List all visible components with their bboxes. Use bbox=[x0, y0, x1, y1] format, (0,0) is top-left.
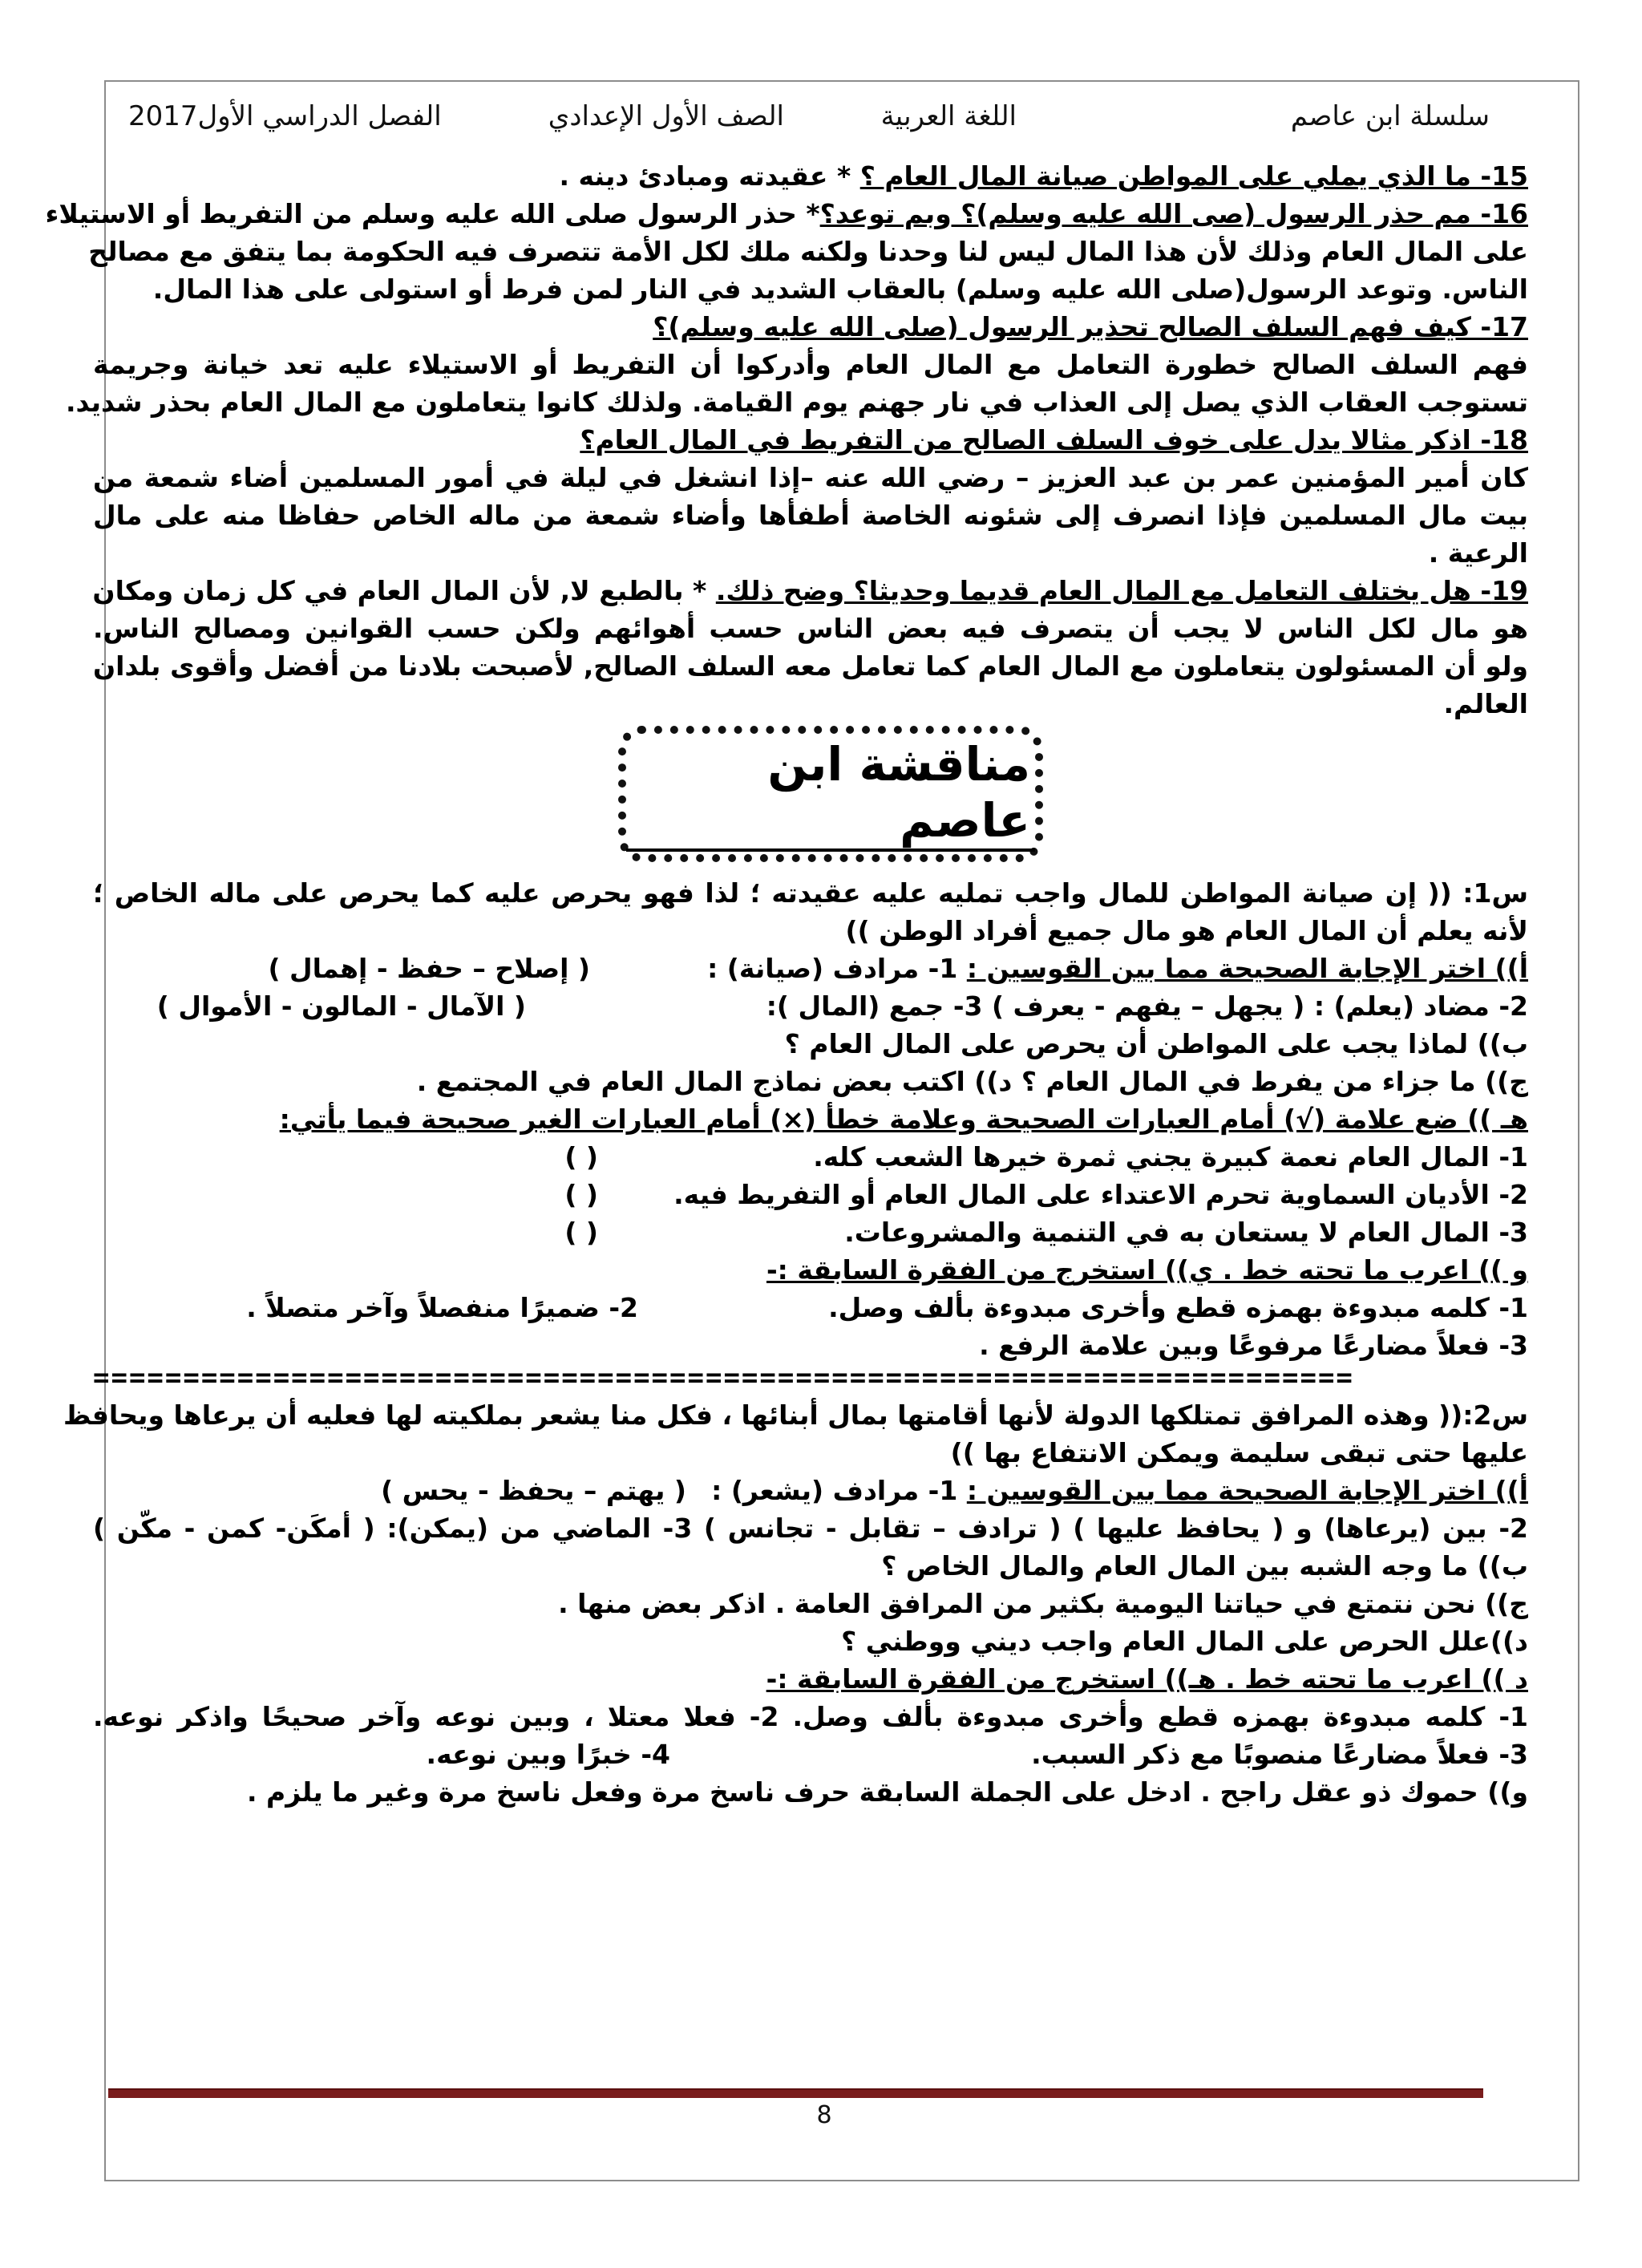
header-grade: الصف الأول الإعدادي bbox=[548, 100, 784, 132]
q19-line-2: هو مال لكل الناس لا يجب أن يتصرف فيه بعض الناس حسب أهوائهم ولكن حسب القوانين ومصالح الناس. bbox=[93, 613, 1528, 644]
s2-a1-choices: ( يهتم – يحفظ - يحس ) bbox=[381, 1475, 686, 1506]
page-header bbox=[128, 100, 1490, 140]
q17-question: 17- كيف فهم السلف الصالح تحذير الرسول (صلى الله عليه وسلم)؟ bbox=[653, 311, 1528, 342]
answer-parentheses[interactable]: ( ) bbox=[564, 1179, 598, 1210]
s1-h3-line bbox=[93, 1213, 1528, 1251]
s1-c: ج)) ما جزاء من يفرط في المال العام ؟ د)) اكتب بعض نماذج المال العام في المجتمع . bbox=[416, 1066, 1528, 1097]
q16-line-2: على المال العام وذلك لأن هذا المال ليس لنا وحدنا ولكنه ملك لكل الأمة تتصرف فيه الحكومة بما يتفق مع مصالح bbox=[88, 236, 1528, 267]
discussion-title: مناقشة ابن عاصم bbox=[626, 736, 1035, 852]
s2-x3: 3- فعلاً مضارعًا منصوبًا مع ذكر السبب. bbox=[1031, 1739, 1528, 1770]
header-series: سلسلة ابن عاصم bbox=[1290, 100, 1490, 132]
s2-d2-heading: د )) اعرب ما تحته خط . هـ)) استخرج من الفقرة السابقة :- bbox=[766, 1663, 1528, 1695]
s1-w-heading: و )) اعرب ما تحته خط . ي)) استخرج من الفقرة السابقة :- bbox=[766, 1254, 1528, 1286]
s1-passage-line-2: لأنه يعلم أن المال العام هو مال جميع أفراد الوطن )) bbox=[845, 915, 1528, 946]
s1-h-heading: هـ )) ضع علامة (√) أمام العبارات الصحيحة وعلامة خطأ (×) أمام العبارات الغير صحيحة فيما يأتي: bbox=[279, 1104, 1528, 1135]
s1-h1-line bbox=[93, 1138, 1528, 1176]
q16-answer-start: * حذر الرسول صلى الله عليه وسلم من التفريط أو الاستيلاء bbox=[45, 198, 820, 229]
s1-w2: 2- ضميرًا منفصلاً وآخر متصلاً . bbox=[246, 1292, 638, 1323]
s1-a1: 1- مرادف (صيانة) : bbox=[707, 953, 967, 984]
answer-parentheses[interactable]: ( ) bbox=[564, 1217, 598, 1248]
dotted-title-frame bbox=[618, 726, 1043, 862]
s1-w1-line bbox=[93, 1289, 1528, 1326]
discussion-title-area bbox=[93, 726, 1528, 874]
s1-w1: 1- كلمه مبدوءة بهمزه قطع وأخرى مبدوءة بألف وصل. bbox=[828, 1292, 1528, 1323]
q17-line-1: فهم السلف الصالح خطورة التعامل مع المال العام وأدركوا أن التفريط أو الاستيلاء عليه تعد خيانة وجريمة bbox=[93, 349, 1528, 380]
q18-line-3: الرعية . bbox=[1428, 537, 1528, 569]
s1-a-heading: أ)) اختر الإجابة الصحيحة مما بين القوسين : bbox=[966, 953, 1528, 984]
q18-line-1: كان أمير المؤمنين عمر بن عبد العزيز – رضي الله عنه –إذا انشغل في ليلة في أمور المسلمين أضاء شمعة من bbox=[93, 462, 1528, 493]
q16-line-1 bbox=[45, 195, 1528, 233]
s2-a2: 2- بين (يرعاها) و ( يحافظ عليها ) ( ترادف – تقابل - تجانس ) 3- الماضي من (يمكن): ( أمكَن- كمن - مكّن ) bbox=[93, 1513, 1528, 1544]
q19-line-4: العالم. bbox=[1443, 688, 1528, 719]
s2-a1: 1- مرادف (يشعر) : bbox=[711, 1475, 967, 1506]
q15-line bbox=[93, 157, 1528, 195]
q19-question: 19- هل يختلف التعامل مع المال العام قديما وحديثا؟ وضح ذلك. bbox=[715, 575, 1528, 606]
q16-question: 16- مم حذر الرسول (صى الله عليه وسلم)؟ وبم توعد؟ bbox=[819, 198, 1528, 229]
s1-a2-choices: ( الآمال - المالون - الأموال ) bbox=[156, 990, 526, 1022]
s1-a1-choices: ( إصلاح – حفظ - إهمال ) bbox=[268, 953, 590, 984]
s1-a2: 2- مضاد (يعلم) : ( يجهل – يفهم - يعرف ) 3- جمع (المال ): bbox=[766, 990, 1528, 1022]
s2-c: ج)) نحن نتمتع في حياتنا اليومية بكثير من المرافق العامة . اذكر بعض منها . bbox=[558, 1588, 1528, 1619]
s2-x1: 1- كلمه مبدوءة بهمزه قطع وأخرى مبدوءة بألف وصل. 2- فعلا معتلا ، وبين نوعه وآخر صحيحًا واذكر نوعه. bbox=[93, 1701, 1528, 1732]
s2-a-line bbox=[93, 1472, 1528, 1509]
q15-question: 15- ما الذي يملي على المواطن صيانة المال العام ؟ bbox=[859, 160, 1528, 192]
s1-w3: 3- فعلاً مضارعًا مرفوعًا وبين علامة الرفع . bbox=[979, 1330, 1528, 1361]
s2-a-heading: أ)) اختر الإجابة الصحيحة مما بين القوسين : bbox=[966, 1475, 1528, 1506]
q18-question: 18- اذكر مثالا يدل على خوف السلف الصالح من التفريط في المال العام؟ bbox=[580, 424, 1528, 456]
s2-x4: 4- خبرًا وبين نوعه. bbox=[426, 1739, 670, 1770]
answer-parentheses[interactable]: ( ) bbox=[564, 1141, 598, 1172]
section-separator: ====================================================================== bbox=[93, 1364, 1354, 1394]
s2-passage-line-2: عليها حتى تبقى سليمة ويمكن الانتفاع بها )) bbox=[950, 1437, 1528, 1468]
s2-d: د))علل الحرص على المال العام واجب ديني ووطني ؟ bbox=[841, 1626, 1528, 1657]
q15-answer: * عقيدته ومبادئ دينه . bbox=[559, 160, 860, 192]
s2-x3-line bbox=[93, 1735, 1528, 1773]
header-term: الفصل الدراسي الأول2017 bbox=[128, 100, 442, 132]
s1-h3: 3- المال العام لا يستعان به في التنمية والمشروعات. bbox=[844, 1217, 1528, 1248]
page-number: 8 bbox=[816, 2101, 832, 2129]
q19-line-3: ولو أن المسئولون يتعاملون مع المال العام كما تعامل معه السلف الصالح, لأصبحت بلادنا من أفضل وأقوى بلدان bbox=[93, 650, 1528, 682]
s2-passage-line-1: س2:(( وهذه المرافق تمتلكها الدولة لأنها أقامتها بمال أبنائها ، فكل منا يشعر بملكيته لها فعليه أن يرعاها ويحافظ bbox=[63, 1399, 1528, 1431]
s1-b: ب)) لماذا يجب على المواطن أن يحرص على المال العام ؟ bbox=[784, 1028, 1528, 1059]
s1-h2: 2- الأديان السماوية تحرم الاعتداء على المال العام أو التفريط فيه. bbox=[673, 1179, 1528, 1210]
q19-answer-start: * بالطبع لا, لأن المال العام في كل زمان ومكان bbox=[92, 575, 716, 606]
header-subject: اللغة العربية bbox=[880, 100, 1017, 132]
s1-a2-line bbox=[93, 987, 1528, 1025]
q16-line-3: الناس. وتوعد الرسول(صلى الله عليه وسلم) بالعقاب الشديد في النار لمن فرط أو استولى على هذا المال. bbox=[152, 273, 1528, 305]
q19-line-1 bbox=[93, 572, 1528, 610]
q18-line-2: بيت مال المسلمين فإذا انصرف إلى شئونه الخاصة أطفأها وأضاء شمعة من ماله الخاص حفاظا منه على مال bbox=[93, 500, 1528, 531]
footer-rule bbox=[108, 2088, 1483, 2098]
document-body bbox=[45, 157, 1528, 1811]
s2-w: و)) حموك ذو عقل راجح . ادخل على الجملة السابقة حرف ناسخ مرة وفعل ناسخ مرة وغير ما يلزم . bbox=[247, 1776, 1528, 1808]
s1-a-line bbox=[93, 950, 1528, 987]
s1-h2-line bbox=[93, 1176, 1528, 1213]
s2-b: ب)) ما وجه الشبه بين المال العام والمال الخاص ؟ bbox=[881, 1550, 1528, 1582]
q17-line-2: تستوجب العقاب الذي يصل إلى العذاب في نار جهنم يوم القيامة. ولذلك كانوا يتعاملون مع المال العام بحذر شديد. bbox=[65, 387, 1528, 418]
s1-passage-line-1: س1: (( إن صيانة المواطن للمال واجب تمليه عليه عقيدته ؛ لذا فهو يحرص عليه كما يحرص على ماله الخاص ؛ bbox=[93, 877, 1528, 909]
s1-h1: 1- المال العام نعمة كبيرة يجني ثمرة خيرها الشعب كله. bbox=[813, 1141, 1528, 1172]
